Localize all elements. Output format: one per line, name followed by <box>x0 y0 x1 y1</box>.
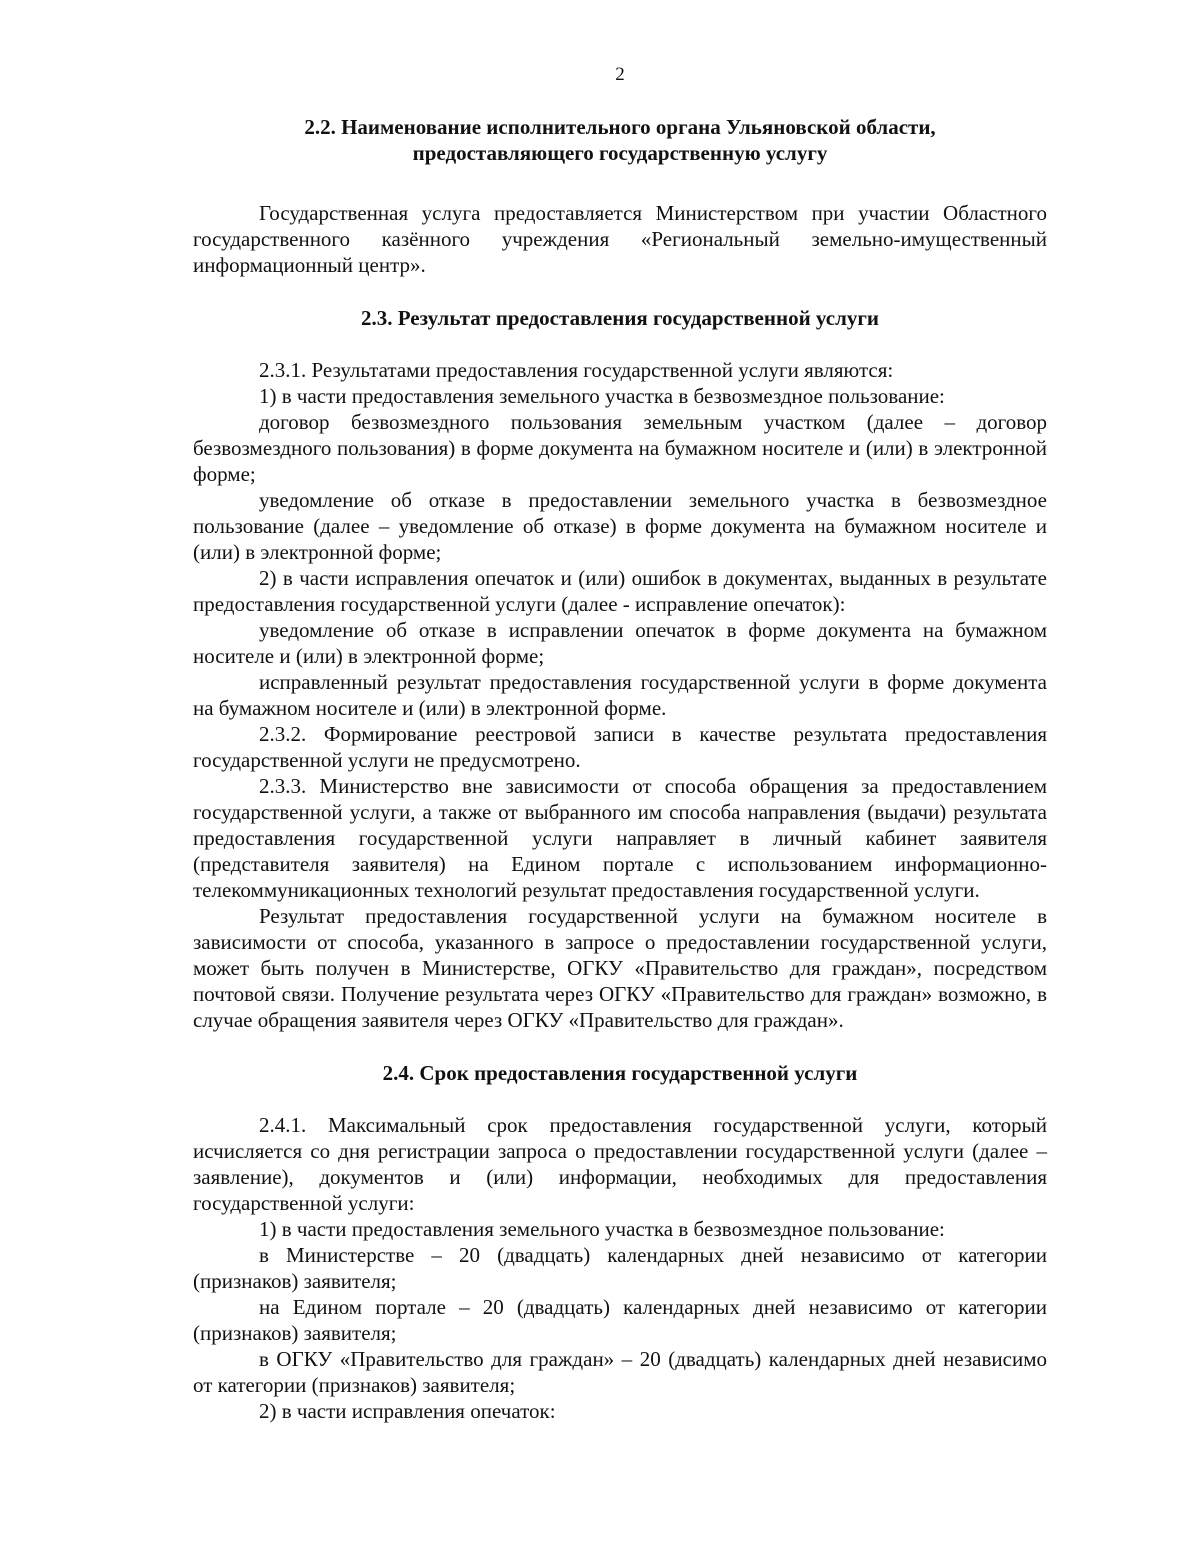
section-2-3-paragraph-8: 2.3.2. Формирование реестровой записи в качестве результата предоставления государственной услуги не предусмотрено. <box>193 722 1047 772</box>
section-2-3-paragraph-2: 1) в части предоставления земельного участка в безвозмездное пользование: <box>259 384 945 408</box>
section-2-4-paragraph-5: в ОГКУ «Правительство для граждан» – 20 (двадцать) календарных дней независимо от категории (признаков) заявителя; <box>193 1347 1047 1397</box>
section-2-4-paragraph-4: на Едином портале – 20 (двадцать) календарных дней независимо от категории (признаков) заявителя; <box>193 1295 1047 1345</box>
section-2-4 <box>193 1060 1047 1424</box>
section-2-3-paragraph-7: исправленный результат предоставления государственной услуги в форме документа на бумажном носителе и (или) в электронной форме. <box>193 670 1047 720</box>
section-2-3-paragraph-5: 2) в части исправления опечаток и (или) ошибок в документах, выданных в результате предоставления государственной услуги (далее - исправление опечаток): <box>193 566 1047 616</box>
section-2-4-paragraph-1: 2.4.1. Максимальный срок предоставления государственной услуги, который исчисляется со дня регистрации запроса о предоставлении государственной услуги (далее – заявление), документов и (или) информации, необходимых для предоставления государственной услуги: <box>193 1113 1047 1215</box>
section-2-2-paragraph-1: Государственная услуга предоставляется Министерством при участии Областного государственного казённого учреждения «Региональный земельно-имущественный информационный центр». <box>193 201 1047 277</box>
section-2-2-heading-line2: предоставляющего государственную услугу <box>412 141 828 165</box>
section-2-3-paragraph-3: договор безвозмездного пользования земельным участком (далее – договор безвозмездного пользования) в форме документа на бумажном носителе и (или) в электронной форме; <box>193 410 1047 486</box>
section-2-3-paragraph-9: 2.3.3. Министерство вне зависимости от способа обращения за предоставлением государственной услуги, а также от выбранного им способа направления (выдачи) результата предоставления государственной услуги направляет в личный кабинет заявителя (представителя заявителя) на Едином портале с использованием информационно-телекоммуникационных технологий результат предоставления государственной услуги. <box>193 774 1047 902</box>
page-number: 2 <box>615 64 625 85</box>
section-2-2-heading-line1: 2.2. Наименование исполнительного органа Ульяновской области, <box>304 115 936 139</box>
section-2-2 <box>193 114 1047 278</box>
section-2-3-heading: 2.3. Результат предоставления государственной услуги <box>360 306 880 330</box>
section-2-3-paragraph-1: 2.3.1. Результатами предоставления государственной услуги являются: <box>259 358 894 382</box>
section-2-3-paragraph-6: уведомление об отказе в исправлении опечаток в форме документа на бумажном носителе и (или) в электронной форме; <box>193 618 1047 668</box>
section-2-4-heading: 2.4. Срок предоставления государственной услуги <box>382 1061 858 1085</box>
section-2-3-paragraph-4: уведомление об отказе в предоставлении земельного участка в безвозмездное пользование (далее – уведомление об отказе) в форме документа на бумажном носителе и (или) в электронной форме; <box>193 488 1047 564</box>
section-2-3 <box>193 305 1047 1033</box>
section-2-4-paragraph-3: в Министерстве – 20 (двадцать) календарных дней независимо от категории (признаков) заявителя; <box>193 1243 1047 1293</box>
section-2-4-paragraph-6: 2) в части исправления опечаток: <box>259 1399 556 1423</box>
section-2-3-paragraph-10: Результат предоставления государственной услуги на бумажном носителе в зависимости от способа, указанного в запросе о предоставлении государственной услуги, может быть получен в Министерстве, ОГКУ «Правительство для граждан», посредством почтовой связи. Получение результата через ОГКУ «Правительство для граждан» возможно, в случае обращения заявителя через ОГКУ «Правительство для граждан». <box>193 904 1047 1032</box>
section-2-4-paragraph-2: 1) в части предоставления земельного участка в безвозмездное пользование: <box>259 1217 945 1241</box>
